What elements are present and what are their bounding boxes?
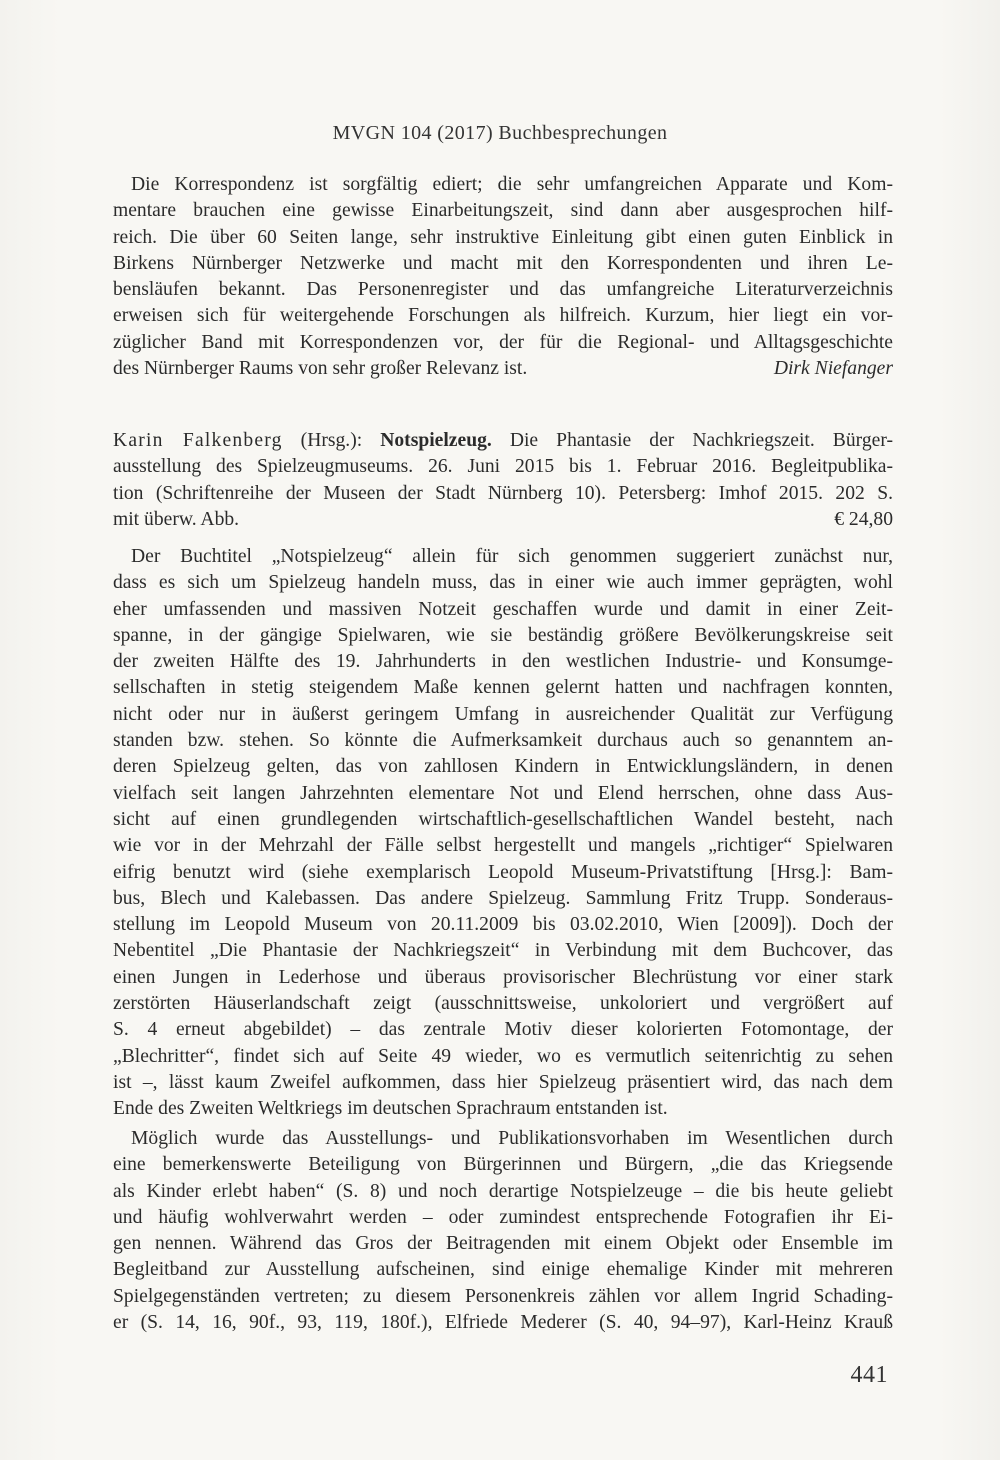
- page-number: 441: [850, 1362, 888, 1388]
- text-line: Nebentitel „Die Phantasie der Nachkriegszeit“ in Verbindung mit dem Buchcover, das: [113, 940, 893, 962]
- text-line: zerstörten Häuserlandschaft zeigt (ausschnittsweise, unkoloriert und vergrößert auf: [113, 993, 893, 1015]
- signature-line: [113, 356, 893, 382]
- text-line: S. 4 erneut abgebildet) – das zentrale Motiv dieser kolorierten Fotomontage, der: [113, 1019, 893, 1041]
- text-line: nicht oder nur in äußerst geringem Umfang in ausreichender Qualität zur Verfügung: [113, 703, 893, 725]
- text-line: eifrig benutzt wird (siehe exemplarisch Leopold Museum-Privatstiftung [Hrsg.]: Bam-: [113, 861, 893, 883]
- running-head: MVGN 104 (2017) Buchbesprechungen: [332, 122, 668, 144]
- text-line: ist –, lässt kaum Zweifel aufkommen, dass hier Spielzeug präsentiert wird, das nach dem: [113, 1071, 893, 1093]
- text-line: einen Jungen in Lederhose und überaus provisorischer Blechrüstung vor einer stark: [113, 966, 893, 988]
- review-2-paragraph-2: [113, 1126, 893, 1336]
- text-line: dass es sich um Spielzeug handeln muss, das in einer wie auch immer geprägten, wohl: [113, 572, 893, 594]
- bibliography-line: [113, 428, 893, 454]
- text-line: mentare brauchen eine gewisse Einarbeitungszeit, sind dann aber ausgesprochen hilf-: [113, 200, 893, 222]
- bibliography-line: mit überw. Abb.: [113, 508, 240, 530]
- text-line: vielfach seit langen Jahrzehnten elementare Not und Elend herrschen, ohne dass Aus-: [113, 782, 893, 804]
- text-line: sicht auf einen grundlegenden wirtschaftlich-gesellschaftlichen Wandel besteht, nach: [113, 808, 893, 830]
- text-line: züglicher Band mit Korrespondenzen vor, der für die Regional- und Alltagsgeschichte: [113, 331, 893, 353]
- editor-role: (Hrsg.):: [282, 430, 381, 451]
- text-line: und häufig wohlverwahrt werden – oder zumindest entsprechende Fotografien ihr Ei-: [113, 1206, 893, 1228]
- text-line: stellung im Leopold Museum von 20.11.2009 bis 03.02.2010, Wien [2009]). Doch der: [113, 914, 893, 936]
- text-line: er (S. 14, 16, 90f., 93, 119, 180f.), Elfriede Mederer (S. 40, 94–97), Karl-Heinz Krauß: [113, 1312, 893, 1334]
- bibliography-line: ausstellung des Spielzeugmuseums. 26. Juni 2015 bis 1. Februar 2016. Begleitpublika-: [113, 456, 893, 478]
- text-line: Spielgegenständen vertreten; zu diesem Personenkreis zählen vor allem Ingrid Schading-: [113, 1285, 893, 1307]
- review-1-text: [113, 172, 893, 382]
- text-line: „Blechritter“, findet sich auf Seite 49 wieder, wo es vermutlich seitenrichtig zu sehen: [113, 1045, 893, 1067]
- text-line: Möglich wurde das Ausstellungs- und Publikationsvorhaben im Wesentlichen durch: [131, 1128, 893, 1149]
- text-line: wie vor in der Mehrzahl der Fälle selbst hergestellt und mangels „richtiger“ Spielwaren: [113, 835, 893, 857]
- text-line: Die Korrespondenz ist sorgfältig ediert; die sehr umfangreichen Apparate und Kom-: [131, 174, 893, 195]
- text-line: gen nennen. Während das Gros der Beitragenden mit einem Objekt oder Ensemble im: [113, 1233, 893, 1255]
- book-editor: Karin Falkenberg: [113, 430, 283, 451]
- price-line: [113, 507, 893, 533]
- text-line: sellschaften in stetig steigendem Maße kennen gelernt hatten und nachfragen konnten,: [113, 677, 893, 699]
- book-price: € 24,80: [834, 508, 893, 530]
- text-line: bensläufen bekannt. Das Personenregister und das umfangreiche Literaturverzeichnis: [113, 279, 893, 301]
- text-line: Der Buchtitel „Notspielzeug“ allein für sich genommen suggeriert zunächst nur,: [131, 546, 893, 567]
- bibliography-line: tion (Schriftenreihe der Museen der Stadt Nürnberg 10). Petersberg: Imhof 2015. 202 S.: [113, 482, 893, 504]
- text-line: standen bzw. stehen. So könnte die Aufmerksamkeit durchaus auch so genanntem an-: [113, 730, 893, 752]
- text-line: der zweiten Hälfte des 19. Jahrhunderts in den westlichen Industrie- und Konsumge-: [113, 651, 893, 673]
- book-subtitle: Die Phantasie der Nachkriegszeit. Bürger-: [491, 430, 893, 451]
- text-line: eine bemerkenswerte Beteiligung von Bürgerinnen und Bürgern, „die das Kriegsende: [113, 1154, 893, 1176]
- text-line: deren Spielzeug gelten, das von zahllosen Kindern in Entwicklungsländern, in denen: [113, 756, 893, 778]
- book-title: Notspielzeug.: [380, 430, 492, 451]
- text-line: reich. Die über 60 Seiten lange, sehr instruktive Einleitung gibt einen guten Einblick in: [113, 226, 893, 248]
- text-line: spanne, in der gängige Spielwaren, wie sie beständig größere Bevölkerungskreise seit: [113, 624, 893, 646]
- text-line: bus, Blech und Kalebassen. Das andere Spielzeug. Sammlung Fritz Trupp. Sonderaus-: [113, 887, 893, 909]
- review-2-paragraph-1: [113, 544, 893, 1123]
- text-line: Begleitband zur Ausstellung aufscheinen, sind einige ehemalige Kinder mit mehreren: [113, 1259, 893, 1281]
- reviewer-signature: Dirk Niefanger: [773, 358, 893, 380]
- text-line: Birkens Nürnberger Netzwerke und macht mit den Korrespondenten und ihren Le-: [113, 252, 893, 274]
- text-line: eher umfassenden und massiven Notzeit geschaffen wurde und damit in einer Zeit-: [113, 598, 893, 620]
- text-line: als Kinder erlebt haben“ (S. 8) und noch derartige Notspielzeuge – die bis heute geliebt: [113, 1180, 893, 1202]
- text-line: erweisen sich für weitergehende Forschungen als hilfreich. Kurzum, hier liegt ein vor-: [113, 305, 893, 327]
- text-line: Ende des Zweiten Weltkriegs im deutschen Sprachraum entstanden ist.: [113, 1098, 668, 1120]
- text-line: des Nürnberger Raums von sehr großer Relevanz ist.: [113, 358, 528, 380]
- bibliography-entry: [113, 428, 893, 533]
